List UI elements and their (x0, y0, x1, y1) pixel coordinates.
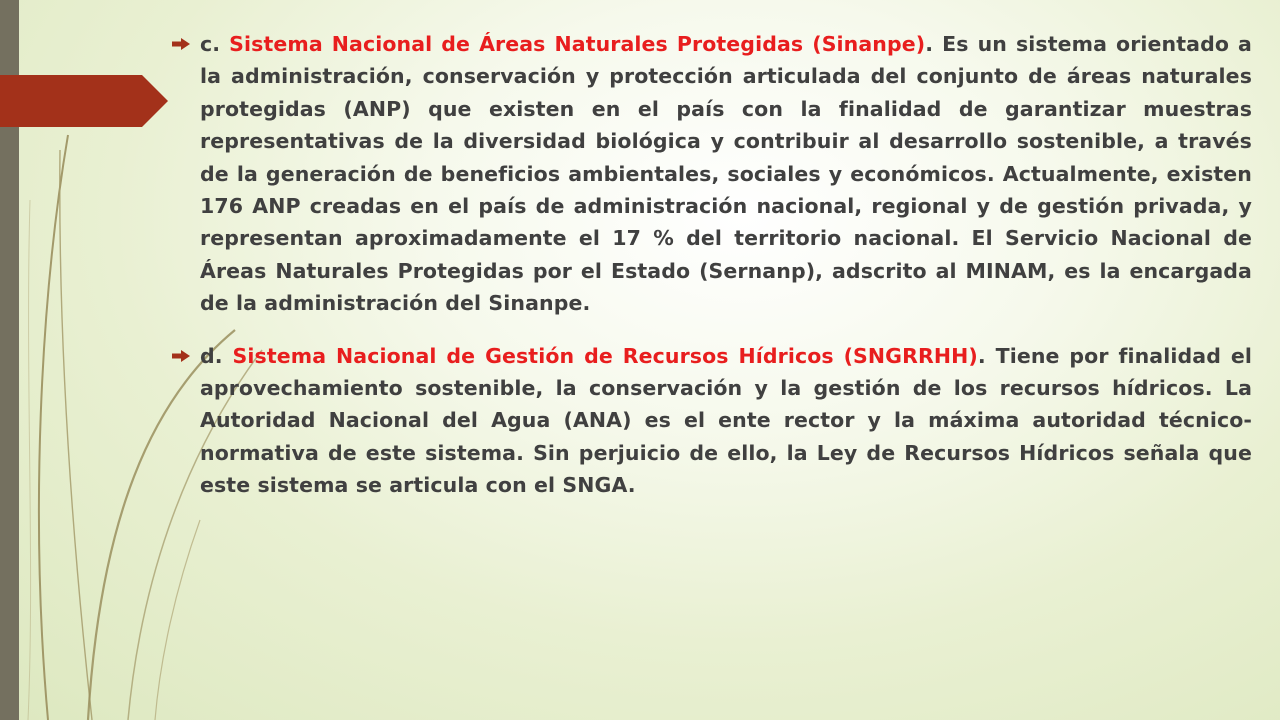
arrow-bullet-icon (172, 340, 200, 372)
bullet-prefix: d. (200, 343, 233, 368)
highlight-term: Sistema Nacional de Áreas Naturales Protegidas (Sinanpe) (229, 32, 926, 56)
highlight-term: Sistema Nacional de Gestión de Recursos Hídricos (SNGRRHH) (232, 343, 978, 368)
slide-content (172, 28, 1252, 522)
bullet-item-c (172, 28, 1252, 320)
bullet-paragraph (200, 28, 1252, 320)
bullet-paragraph (200, 340, 1252, 502)
bullet-body: . Es un sistema orientado a la administración, conservación y protección articulada del conjunto de áreas naturales protegidas (ANP) que existen en el país con la finalidad de garantizar muestras representativas de la diversidad biológica y contribuir al desarrollo sostenible, a través de la generación de beneficios ambientales, sociales y económicos. Actualmente, existen 176 ANP creadas en el país de administración nacional, regional y de gestión privada, y representan aproximadamente el 17 % del territorio nacional. El Servicio Nacional de Áreas Naturales Protegidas por el Estado (Sernanp), adscrito al MINAM, es la encargada de la administración del Sinanpe. (200, 32, 1252, 316)
accent-arrow-shape (0, 75, 168, 127)
bullet-prefix: c. (200, 32, 230, 56)
arrow-bullet-icon (172, 28, 200, 60)
bullet-item-d (172, 340, 1252, 502)
bullet-body: . Tiene por finalidad el aprovechamiento sostenible, la conservación y la gestión de los recursos hídricos. La Autoridad Nacional del Agua (ANA) es el ente rector y la máxima autoridad técnico-normativa de este sistema. Sin perjuicio de ello, la Ley de Recursos Hídricos señala que este sistema se articula con el SNGA. (200, 343, 1252, 498)
